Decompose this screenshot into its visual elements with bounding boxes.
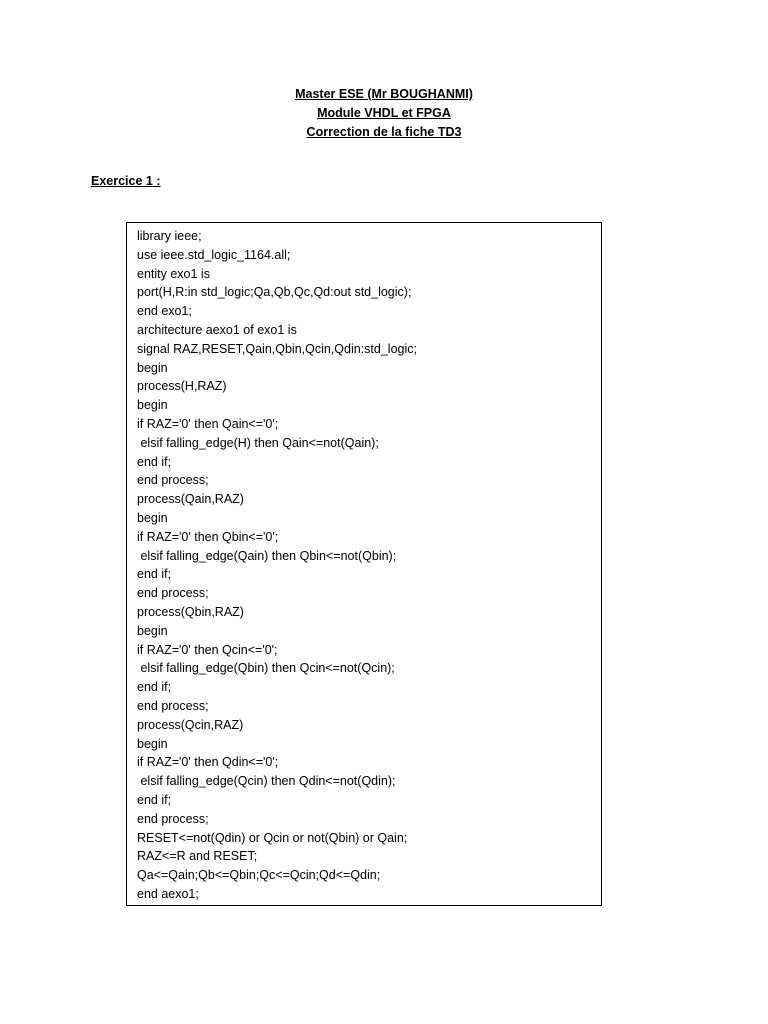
course-title: Master ESE (Mr BOUGHANMI) (295, 87, 473, 101)
code-line: if RAZ='0' then Qain<='0'; (137, 416, 279, 431)
code-line: RESET<=not(Qdin) or Qcin or not(Qbin) or Qain; (137, 830, 408, 845)
code-line: elsif falling_edge(H) then Qain<=not(Qain); (137, 435, 379, 450)
code-listing-box (126, 222, 602, 906)
code-line: begin (137, 736, 168, 751)
code-line: entity exo1 is (137, 266, 210, 281)
code-line: end process; (137, 698, 209, 713)
code-line: library ieee; (137, 229, 202, 243)
code-line: architecture aexo1 of exo1 is (137, 322, 297, 337)
code-line: end if; (137, 454, 172, 469)
document-header (0, 85, 768, 142)
code-line: end if; (137, 792, 172, 807)
code-line: end process; (137, 473, 209, 488)
code-line: Qa<=Qain;Qb<=Qbin;Qc<=Qcin;Qd<=Qdin; (137, 868, 381, 883)
document-title: Correction de la fiche TD3 (306, 125, 462, 139)
code-line: if RAZ='0' then Qbin<='0'; (137, 529, 279, 544)
code-line: end aexo1; (137, 886, 199, 901)
code-line: end if; (137, 680, 172, 695)
code-line: process(Qcin,RAZ) (137, 717, 244, 732)
code-line: end process; (137, 811, 209, 826)
code-line: begin (137, 623, 168, 638)
code-line: process(Qain,RAZ) (137, 492, 244, 507)
module-title: Module VHDL et FPGA (317, 106, 451, 120)
code-line: use ieee.std_logic_1164.all; (137, 247, 291, 262)
code-line: elsif falling_edge(Qcin) then Qdin<=not(Qdin); (137, 774, 396, 789)
code-line: elsif falling_edge(Qain) then Qbin<=not(Qbin); (137, 548, 397, 563)
code-line: port(H,R:in std_logic;Qa,Qb,Qc,Qd:out std_logic); (137, 285, 412, 300)
code-line: process(H,RAZ) (137, 379, 227, 394)
code-line: begin (137, 398, 168, 413)
code-line: end process; (137, 586, 209, 601)
code-line: process(Qbin,RAZ) (137, 604, 244, 619)
code-line: if RAZ='0' then Qcin<='0'; (137, 642, 278, 657)
code-line: end if; (137, 567, 172, 582)
code-line: begin (137, 510, 168, 525)
code-line: signal RAZ,RESET,Qain,Qbin,Qcin,Qdin:std_logic; (137, 341, 417, 356)
code-line: if RAZ='0' then Qdin<='0'; (137, 755, 279, 770)
code-line: RAZ<=R and RESET; (137, 849, 258, 864)
code-line: begin (137, 360, 168, 375)
code-line: elsif falling_edge(Qbin) then Qcin<=not(Qcin); (137, 661, 395, 676)
exercise-heading: Exercice 1 : (91, 174, 161, 188)
code-line: end exo1; (137, 304, 192, 319)
